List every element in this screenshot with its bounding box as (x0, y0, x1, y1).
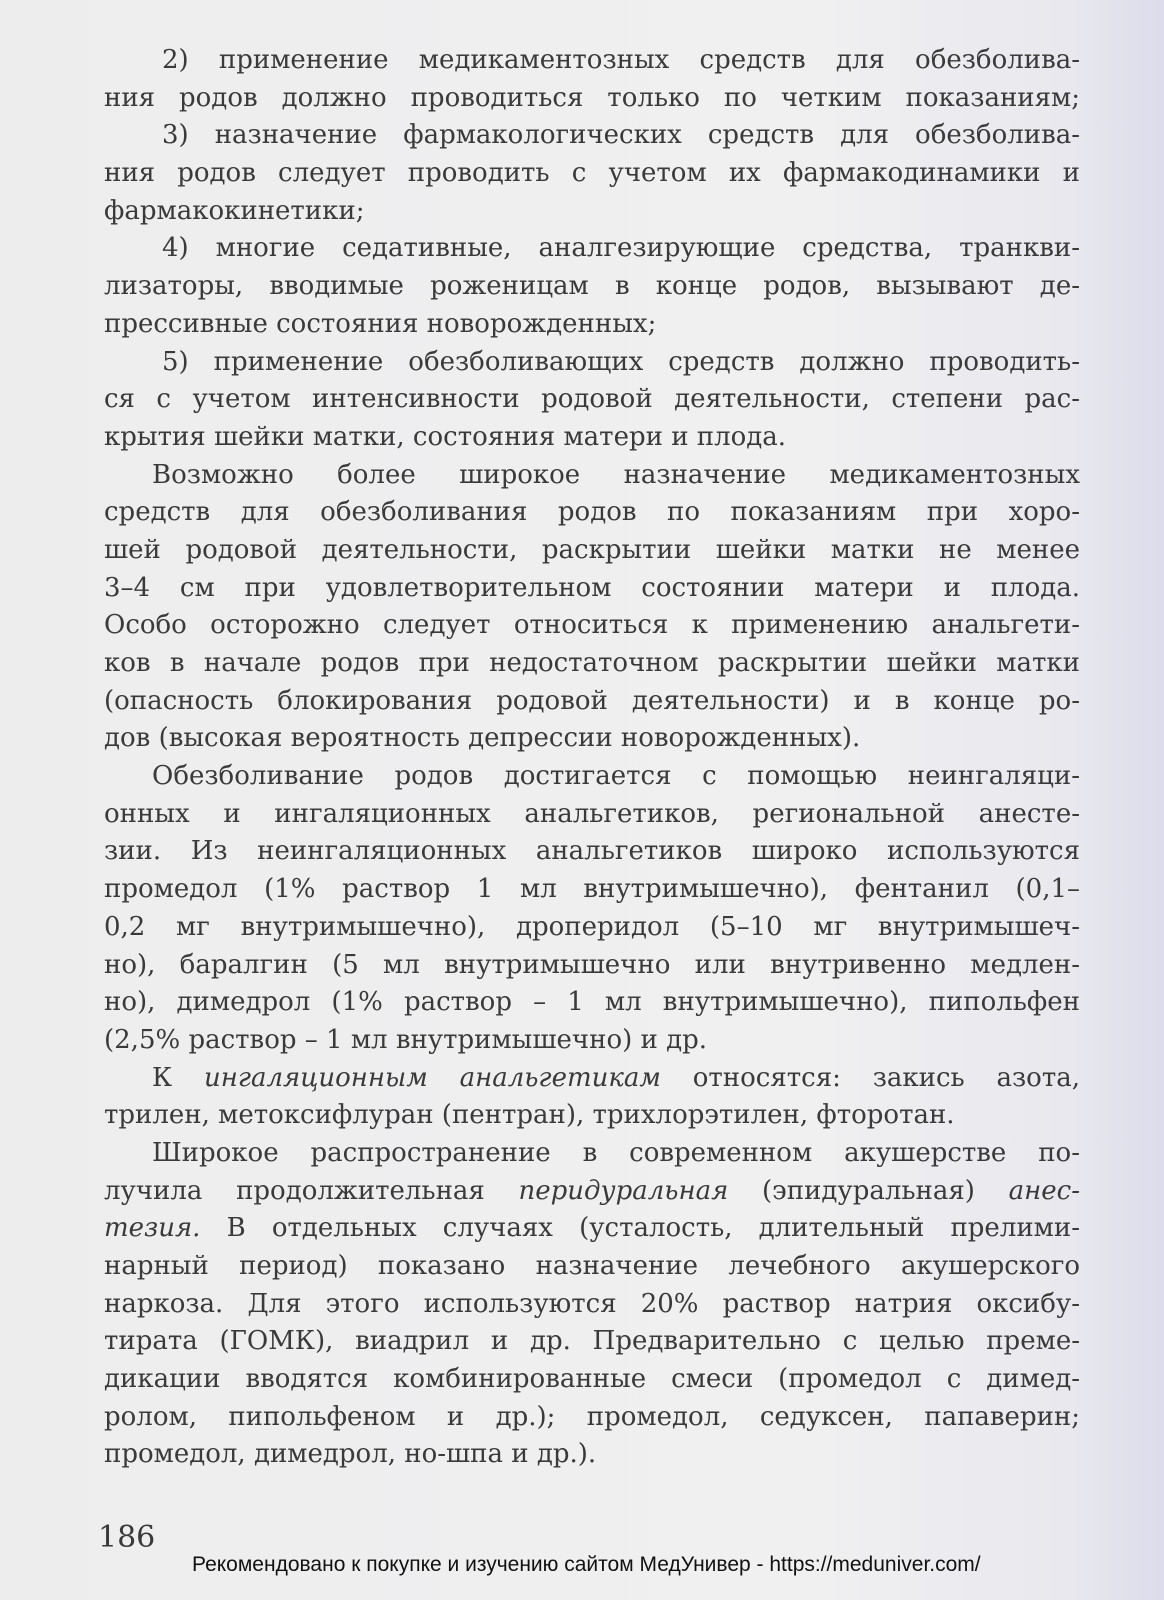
italic-term: анес- (1008, 1175, 1080, 1206)
text-line: но), баралгин (5 мл внутримышечно или внутривенно медлен- (104, 949, 1080, 980)
page-number: 186 (98, 1520, 156, 1555)
text-line: прессивные состояния новорожденных; (104, 308, 657, 339)
text-line: Обезболивание родов достигается с помощью неингаляци- (152, 761, 1080, 792)
italic-term: ингаляционным анальгетикам (203, 1062, 661, 1093)
text-line: зии. Из неингаляционных анальгетиков широко используются (104, 836, 1080, 867)
text-line: ния родов должно проводиться только по четким показаниям; (104, 82, 1080, 113)
text-line: нарный период) показано назначение лечебного акушерского (104, 1251, 1080, 1281)
text-line: лизаторы, вводимые роженицам в конце родов, вызывают де- (104, 271, 1080, 302)
text-line: тирата (ГОМК), виадрил и др. Предварительно с целью преме- (104, 1326, 1080, 1357)
text-line: наркоза. Для этого используются 20% раствор натрия оксибу- (104, 1288, 1080, 1319)
text-line: 2) применение медикаментозных средств для обезболива- (162, 45, 1080, 75)
text-line: ся с учетом интенсивности родовой деятельности, степени рас- (104, 384, 1080, 415)
text-line: 4) многие седативные, аналгезирующие средства, транкви- (162, 233, 1080, 264)
text-line: онных и ингаляционных анальгетиков, региональной анесте- (104, 798, 1080, 829)
text-line: ния родов следует проводить с учетом их фармакодинамики и (104, 158, 1080, 189)
italic-term: тезия. (104, 1213, 201, 1244)
text-line: промедол (1% раствор 1 мл внутримышечно), фентанил (0,1– (104, 874, 1080, 905)
body-text (104, 42, 1080, 1474)
text-line (104, 1060, 1080, 1098)
text-span: В отдельных случаях (усталость, длительный прелими- (200, 1213, 1080, 1244)
text-span: К (152, 1062, 204, 1093)
text-line: дикации вводятся комбинированные смеси (промедол с димед- (104, 1364, 1080, 1395)
text-line: 3) назначение фармакологических средств для обезболива- (162, 120, 1080, 151)
text-line: ков в начале родов при недостаточном раскрытии шейки матки (104, 648, 1080, 678)
text-line: дов (высокая вероятность депрессии новорожденных). (104, 723, 861, 754)
text-line: (опасность блокирования родовой деятельности) и в конце ро- (104, 685, 1080, 716)
text-line: (2,5% раствор – 1 мл внутримышечно) и др. (104, 1024, 708, 1055)
text-line: Особо осторожно следует относиться к применению анальгети- (104, 610, 1080, 641)
text-line: 3–4 см при удовлетворительном состоянии матери и плода. (104, 572, 1080, 603)
text-span: лучила продолжительная (104, 1175, 519, 1206)
text-line: крытия шейки матки, состояния матери и плода. (104, 421, 787, 452)
text-span: (эпидуральная) (728, 1175, 1009, 1206)
text-line: промедол, димедрол, но-шпа и др.). (104, 1439, 597, 1470)
text-line: средств для обезболивания родов по показаниям при хоро- (104, 497, 1080, 528)
text-line: фармакокинетики; (104, 195, 365, 226)
text-line: 5) применение обезболивающих средств должно проводить- (162, 346, 1080, 377)
text-line: трилен, метоксифлуран (пентран), трихлорэтилен, фторотан. (104, 1100, 955, 1131)
text-line: Возможно более широкое назначение медикаментозных (152, 459, 1080, 490)
text-line: Широкое распространение в современном акушерстве по- (152, 1137, 1080, 1168)
watermark-text: Рекомендовано к покупке и изучению сайтом МедУнивер - https://meduniver.com/ (192, 1553, 981, 1576)
text-line: 0,2 мг внутримышечно), дроперидол (5–10 мг внутримышеч- (104, 911, 1080, 942)
text-line: но), димедрол (1% раствор – 1 мл внутримышечно), пипольфен (104, 987, 1080, 1018)
text-line (104, 1173, 1080, 1211)
text-line (104, 1210, 1080, 1248)
italic-term: перидуральная (518, 1175, 729, 1206)
text-line: ролом, пипольфеном и др.); промедол, седуксен, папаверин; (104, 1401, 1080, 1432)
text-line: шей родовой деятельности, раскрытии шейки матки не менее (104, 534, 1080, 565)
text-span: относятся: закись азота, (660, 1062, 1080, 1093)
